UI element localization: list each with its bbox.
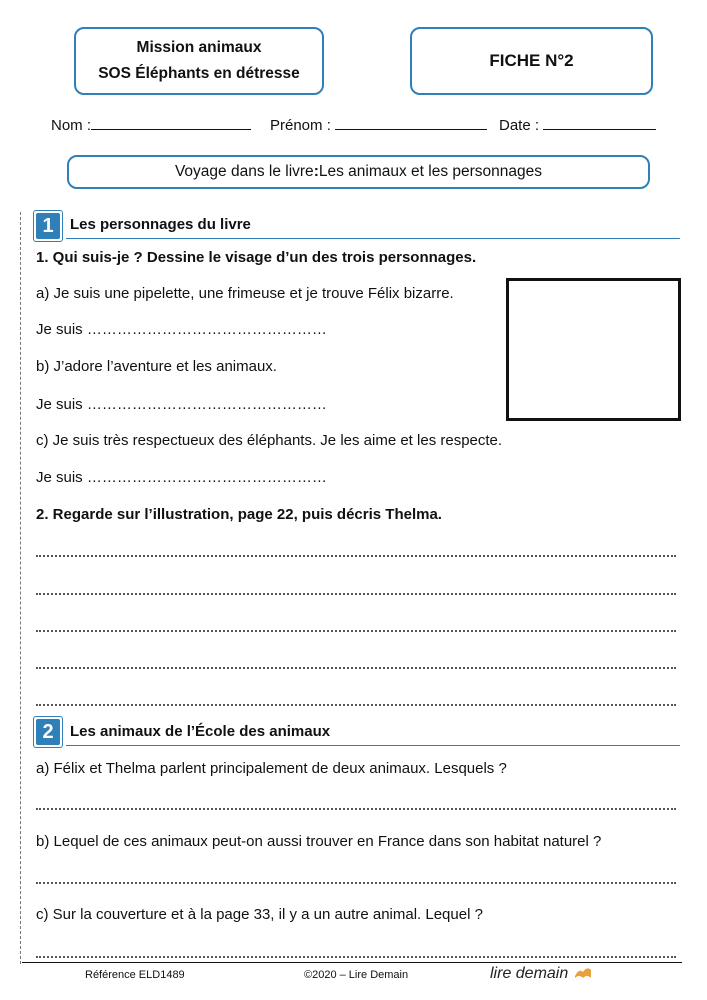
book-icon (573, 964, 593, 980)
section-title-1: Les personnages du livre (70, 216, 251, 233)
answer-line[interactable] (36, 704, 676, 706)
footer-rule (22, 962, 682, 963)
date-field[interactable] (499, 115, 656, 134)
mission-title-line2: SOS Éléphants en détresse (98, 65, 300, 82)
answer-line[interactable] (36, 555, 676, 557)
mission-title-line1: Mission animaux (136, 39, 262, 56)
clue-b: b) J’adore l’aventure et les animaux. (36, 358, 277, 375)
answer-c[interactable]: Je suis ………………………………………… (36, 469, 327, 486)
mission-title-box (74, 27, 324, 95)
answer-line[interactable] (36, 630, 676, 632)
section-number-2: 2 (36, 719, 60, 745)
brand-name: lire demain (490, 965, 569, 982)
question-1: 1. Qui suis-je ? Dessine le visage d’un des trois personnages. (36, 249, 477, 266)
answer-line[interactable] (36, 593, 676, 595)
question-2a: a) Félix et Thelma parlent principalement de deux animaux. Lesquels ? (36, 760, 507, 777)
drawing-box[interactable] (506, 278, 681, 421)
date-label: Date : (499, 117, 540, 134)
answer-line[interactable] (36, 808, 676, 810)
section-number-1: 1 (36, 213, 60, 239)
answer-line[interactable] (36, 667, 676, 669)
margin-line (20, 212, 21, 964)
question-2c: c) Sur la couverture et à la page 33, il y a un autre animal. Lequel ? (36, 906, 483, 923)
clue-a: a) Je suis une pipelette, une frimeuse et je trouve Félix bizarre. (36, 285, 454, 302)
answer-b[interactable]: Je suis ………………………………………… (36, 396, 327, 413)
section-rule-1 (66, 238, 680, 239)
voyage-prefix: Voyage dans le livre (174, 163, 314, 180)
nom-label: Nom : (51, 117, 92, 134)
fiche-number: FICHE N°2 (489, 51, 574, 70)
voyage-rest: Les animaux et les personnages (318, 163, 543, 180)
answer-line[interactable] (36, 956, 676, 958)
question-2b: b) Lequel de ces animaux peut-on aussi trouver en France dans son habitat naturel ? (36, 833, 602, 850)
voyage-banner (67, 155, 650, 189)
footer-reference: Référence ELD1489 (85, 969, 185, 981)
nom-line[interactable] (91, 115, 251, 130)
fiche-number-box (410, 27, 653, 95)
question-2: 2. Regarde sur l’illustration, page 22, puis décris Thelma. (36, 506, 442, 523)
date-line[interactable] (543, 115, 656, 130)
answer-line[interactable] (36, 882, 676, 884)
section-rule-2 (66, 745, 680, 746)
section-title-2: Les animaux de l’École des animaux (70, 723, 331, 740)
nom-field[interactable] (51, 115, 251, 134)
answer-a[interactable]: Je suis ………………………………………… (36, 321, 327, 338)
prenom-label: Prénom : (270, 117, 331, 134)
voyage-colon: : (313, 163, 319, 180)
footer-copyright: ©2020 – Lire Demain (304, 969, 409, 981)
clue-c: c) Je suis très respectueux des éléphants. Je les aime et les respecte. (36, 432, 503, 449)
prenom-field[interactable] (270, 115, 487, 134)
brand-logo (490, 964, 593, 983)
prenom-line[interactable] (335, 115, 487, 130)
